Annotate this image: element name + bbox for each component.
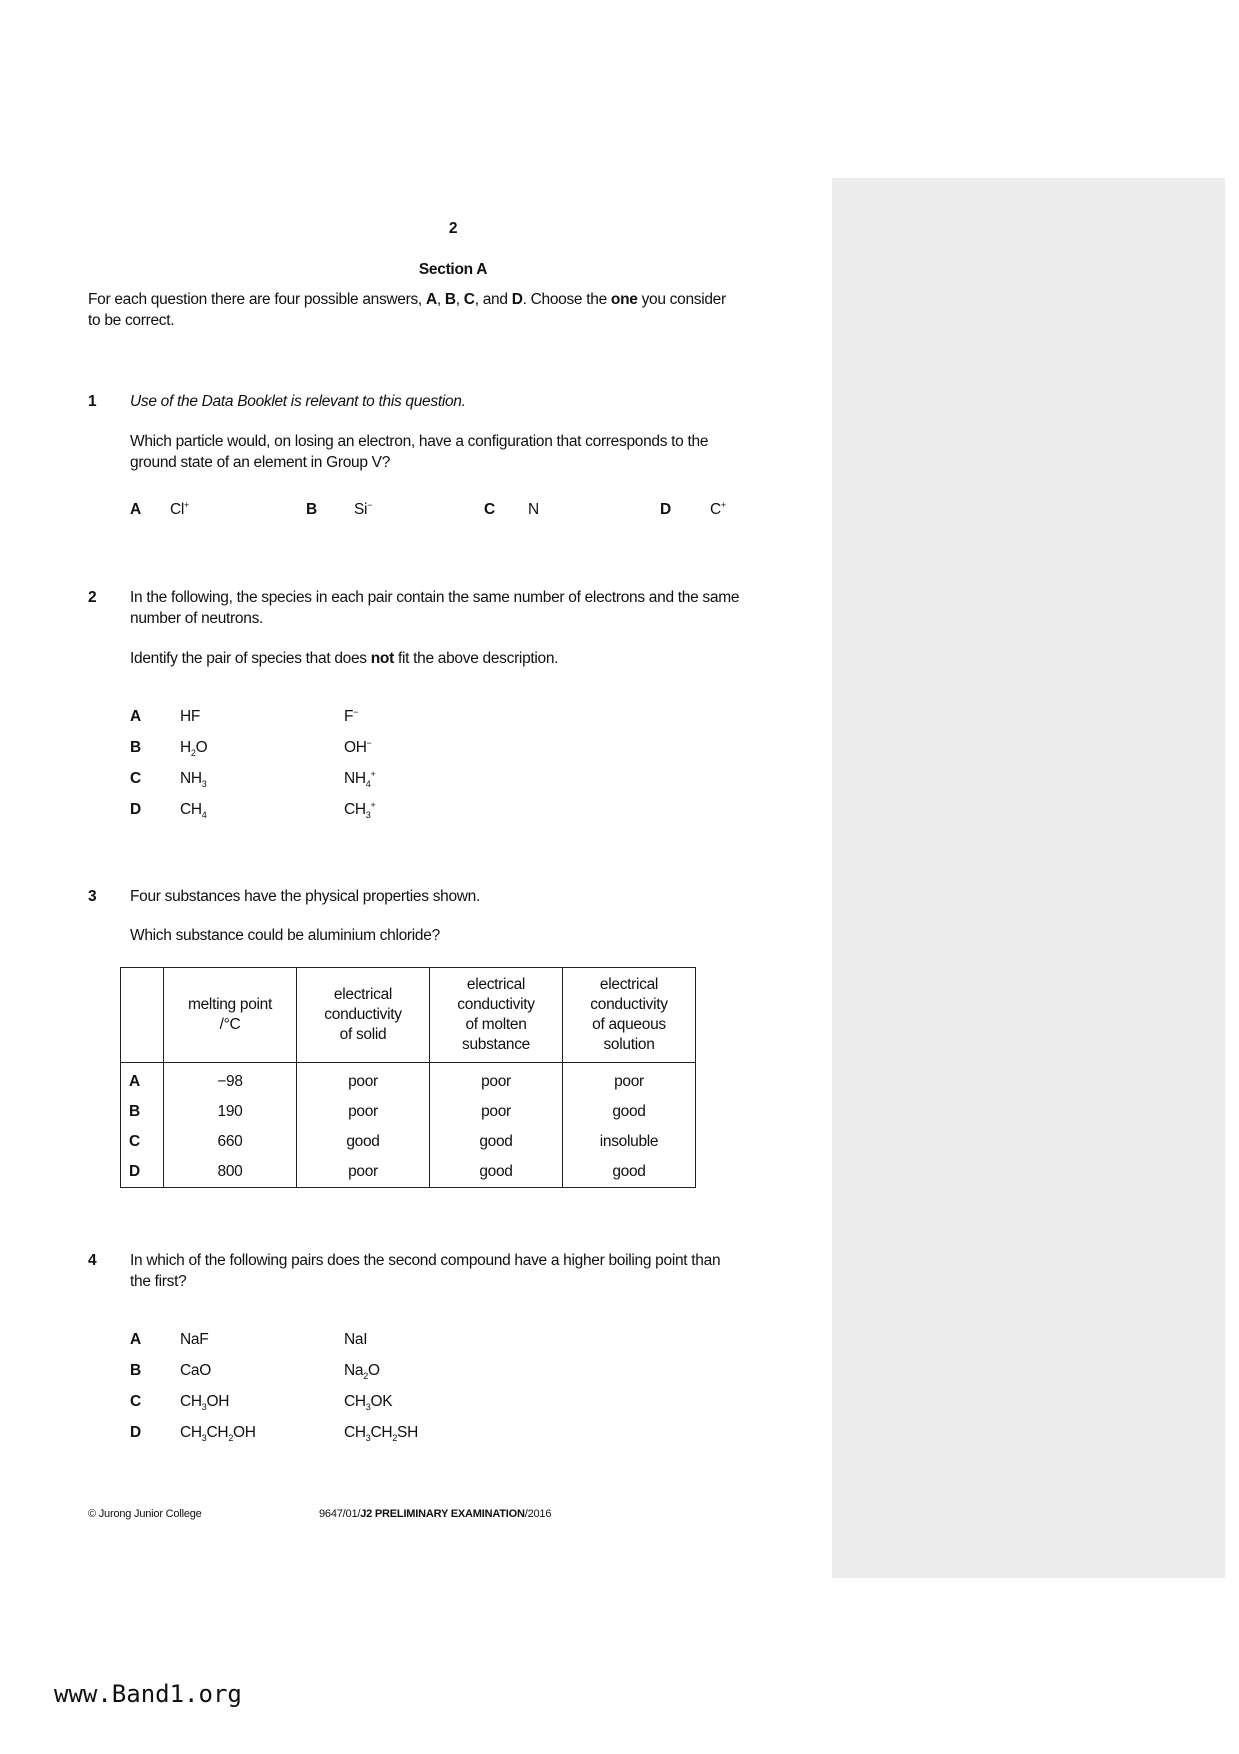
species-1: HF (180, 708, 201, 725)
option-label: D (660, 501, 671, 518)
species-1: $CH_4$ (180, 801, 207, 821)
side-panel (832, 178, 1225, 1578)
table-row (121, 1157, 696, 1188)
cell-molten: poor (430, 1063, 563, 1098)
q4-options (130, 1329, 530, 1449)
watermark: www.Band1.org (54, 1680, 242, 1708)
cell-melting-point: −98 (164, 1063, 297, 1098)
header-conductivity-molten: electrical conductivity of molten substance (430, 968, 563, 1063)
option-label: D (130, 1424, 141, 1441)
table-header-row (121, 968, 696, 1063)
properties-table (120, 967, 696, 1188)
instructions: For each question there are four possible answers, A, B, C, and D. Choose the one you consider to be correct. (88, 291, 726, 329)
option-text: N (528, 501, 539, 518)
species-1: $NH_3$ (180, 770, 207, 790)
cell-solid: good (297, 1127, 430, 1157)
option-label: B (130, 1362, 141, 1379)
option-label: C (484, 501, 495, 518)
question-number: 2 (88, 589, 97, 606)
option-label: A (130, 501, 141, 518)
row-label: A (121, 1063, 164, 1098)
row-label: B (121, 1097, 164, 1127)
cell-aqueous: poor (563, 1063, 696, 1098)
question-prompt: Which substance could be aluminium chloride? (130, 927, 440, 944)
cell-aqueous: good (563, 1157, 696, 1188)
species-2: F− (344, 706, 359, 725)
compound-2: NaI (344, 1331, 368, 1348)
species-2: $CH_3^+$ (344, 799, 376, 821)
cell-aqueous: good (563, 1097, 696, 1127)
header-conductivity-aqueous: electrical conductivity of aqueous solution (563, 968, 696, 1063)
species-2: $NH_4^+$ (344, 768, 376, 790)
option-label: A (130, 708, 141, 725)
header-melting-point: melting point /°C (164, 968, 297, 1063)
row-label: C (121, 1127, 164, 1157)
cell-aqueous: insoluble (563, 1127, 696, 1157)
option-text: Cl+ (170, 499, 190, 518)
cell-solid: poor (297, 1063, 430, 1098)
question-text: In the following, the species in each pair contain the same number of electrons and the same number of neutrons. (130, 589, 740, 627)
compound-1: $CH_3OH$ (180, 1393, 230, 1413)
cell-molten: good (430, 1157, 563, 1188)
compound-1: $CH_3CH_2OH$ (180, 1424, 256, 1444)
option-label: D (130, 801, 141, 818)
header-cell-empty (121, 968, 164, 1063)
section-title: Section A (418, 261, 488, 278)
question-text: Four substances have the physical properties shown. (130, 888, 481, 905)
row-label: D (121, 1157, 164, 1188)
question-text: In which of the following pairs does the second compound have a higher boiling point than the first? (130, 1252, 721, 1290)
compound-1: NaF (180, 1331, 209, 1348)
page-number: 2 (448, 220, 458, 237)
cell-solid: poor (297, 1157, 430, 1188)
cell-molten: good (430, 1127, 563, 1157)
table-row (121, 1063, 696, 1098)
option-label: B (306, 501, 317, 518)
footer-copyright: © Jurong Junior College (88, 1508, 202, 1520)
option-label: A (130, 1331, 141, 1348)
option-label: C (130, 770, 141, 787)
footer-exam-code: 9647/01/J2 PRELIMINARY EXAMINATION/2016 (319, 1508, 552, 1520)
table-row (121, 1097, 696, 1127)
option-text: C+ (710, 499, 726, 518)
species-1: $H_2O$ (180, 739, 208, 759)
option-text: Si− (354, 499, 373, 518)
question-note: Use of the Data Booklet is relevant to this question. (130, 393, 466, 410)
table-row (121, 1127, 696, 1157)
question-text: Which particle would, on losing an electron, have a configuration that corresponds to the ground state of an element in Group V? (130, 433, 709, 471)
cell-melting-point: 800 (164, 1157, 297, 1188)
question-number: 3 (88, 888, 97, 905)
question-number: 1 (88, 393, 97, 410)
question-number: 4 (88, 1252, 97, 1269)
header-conductivity-solid: electrical conductivity of solid (297, 968, 430, 1063)
compound-1: CaO (180, 1362, 211, 1379)
q2-options (130, 706, 530, 826)
cell-melting-point: 190 (164, 1097, 297, 1127)
cell-melting-point: 660 (164, 1127, 297, 1157)
option-label: B (130, 739, 141, 756)
cell-molten: poor (430, 1097, 563, 1127)
compound-2: $CH_3CH_2SH$ (344, 1424, 418, 1444)
question-prompt: Identify the pair of species that does not fit the above description. (130, 650, 559, 667)
compound-2: $CH_3OK$ (344, 1393, 393, 1413)
compound-2: $Na_2O$ (344, 1362, 380, 1382)
cell-solid: poor (297, 1097, 430, 1127)
species-2: OH− (344, 737, 372, 756)
option-label: C (130, 1393, 141, 1410)
